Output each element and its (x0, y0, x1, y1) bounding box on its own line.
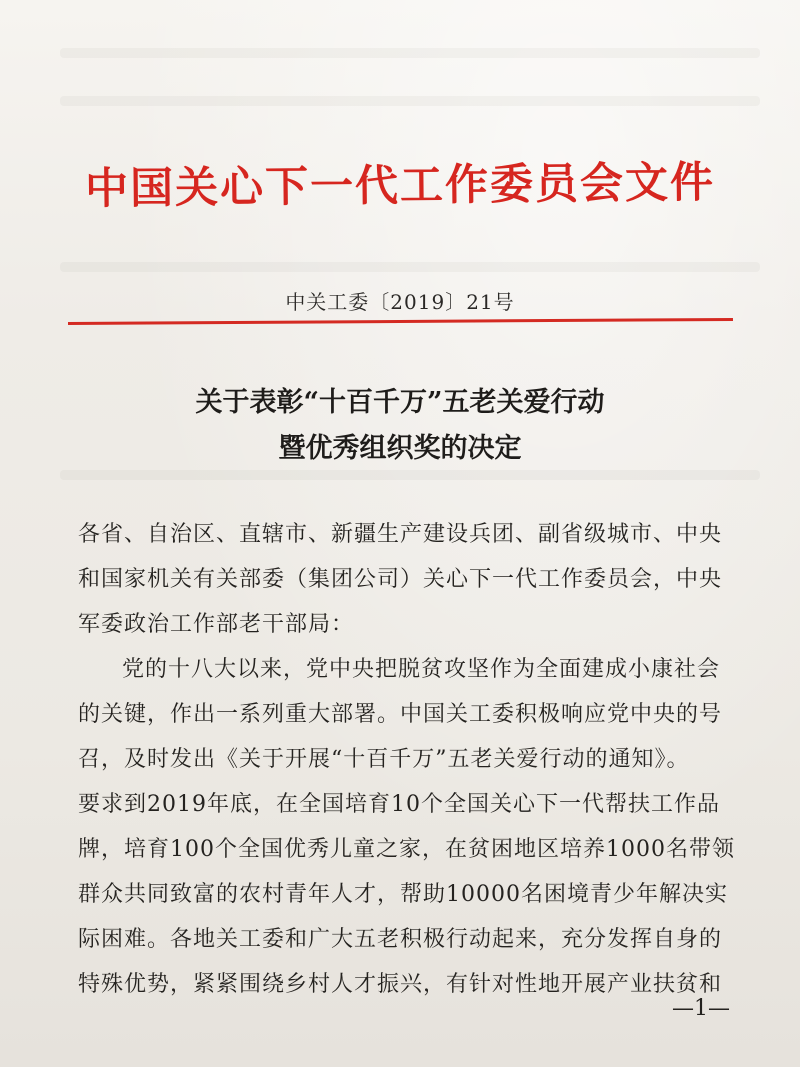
paragraph-line: 要求到2019年底，在全国培育10个全国关心下一代帮扶工作品 (78, 792, 720, 817)
show-through-mark (60, 48, 760, 58)
paragraph-line: 际困难。各地关工委和广大五老积极行动起来，充分发挥自身的 (78, 927, 723, 952)
paragraph-line: 群众共同致富的农村青年人才，帮助10000名困境青少年解决实 (78, 882, 728, 907)
decision-title-line: 关于表彰“十百千万”五老关爱行动 (195, 387, 605, 418)
salutation-line: 各省、自治区、直辖市、新疆生产建设兵团、副省级城市、中央 (78, 522, 723, 547)
page-number: —1— (672, 996, 730, 1021)
paragraph-line: 召，及时发出《关于开展“十百千万”五老关爱行动的通知》。 (78, 747, 690, 772)
paragraph-line: 特殊优势，紧紧围绕乡村人才振兴，有针对性地开展产业扶贫和 (78, 972, 723, 997)
paragraph-line: 牌，培育100个全国优秀儿童之家，在贫困地区培养1000名带领 (78, 837, 735, 862)
document-number: 中关工委〔2019〕21号 (285, 290, 515, 314)
decision-title-line: 暨优秀组织奖的决定 (278, 433, 522, 464)
show-through-mark (60, 96, 760, 106)
salutation-line: 和国家机关有关部委（集团公司）关心下一代工作委员会，中央 (78, 567, 723, 592)
document-header-title: 中国关心下一代工作委员会文件 (84, 157, 716, 215)
show-through-mark (60, 262, 760, 272)
salutation-line: 军委政治工作部老干部局： (78, 612, 355, 637)
paragraph-line: 的关键，作出一系列重大部署。中国关工委积极响应党中央的号 (78, 702, 723, 727)
red-separator-line (68, 318, 733, 325)
paragraph-line: 党的十八大以来，党中央把脱贫攻坚作为全面建成小康社会 (122, 657, 721, 682)
document-body (78, 512, 778, 1007)
decision-title (0, 380, 800, 472)
